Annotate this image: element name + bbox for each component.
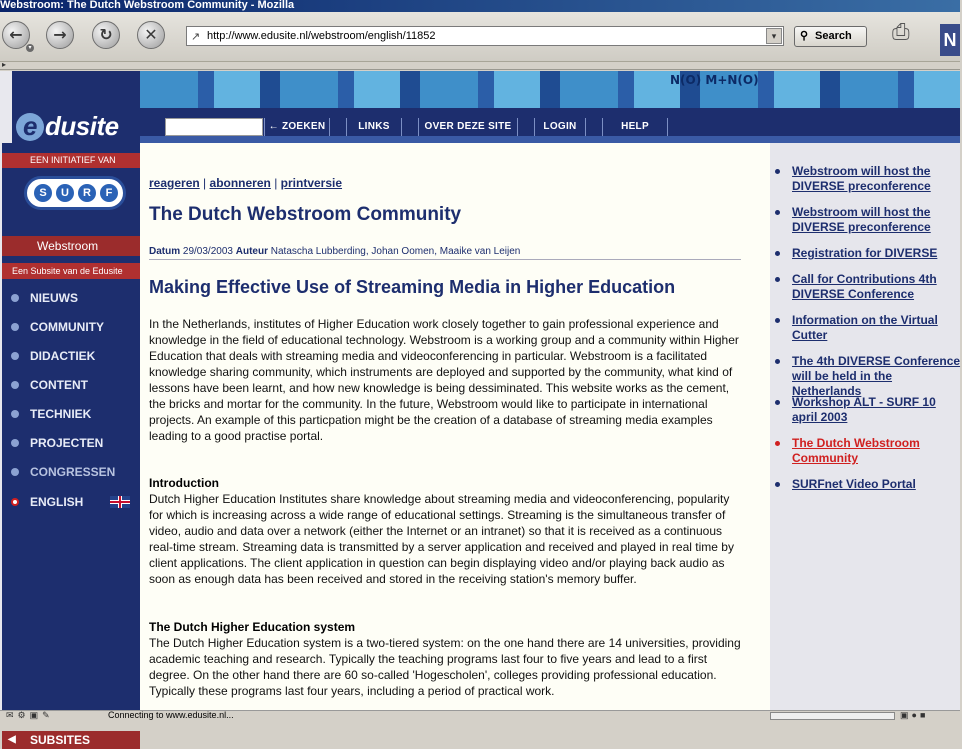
status-text: Connecting to www.edusite.nl...	[108, 710, 234, 720]
bullet-icon	[775, 277, 780, 282]
nav-label: PROJECTEN	[30, 436, 104, 450]
related-link[interactable]: SURFnet Video Portal	[792, 477, 916, 491]
window-title: Webstroom: The Dutch Webstroom Community - Mozilla	[0, 0, 960, 12]
intro-paragraph: In the Netherlands, institutes of Higher Education work closely together to gain professional experience and knowledge in the field of educational technology. Webstroom is a working group and a community within Higher Education that deals with streaming media and videoconferencing in particular. Webstroom is a facilitated knowledge sharing community, which instruments are deployed and supported by the community, what kind of lessons have been learnt, and how new knowledge is being dessiminated. This website works as the cement, the bricks and mortar for the community. In the future, Webstroom would like to participate in international projects. An example of this particpation might be the creation of a database of streaming media examples leading to a good practise portal.	[149, 317, 739, 443]
reageren-link[interactable]: reageren	[149, 176, 200, 190]
article-area	[140, 143, 770, 710]
uk-flag-icon	[110, 496, 130, 508]
nav-label: DIDACTIEK	[30, 349, 96, 363]
bullet-icon	[11, 410, 19, 418]
menu-over-deze-site[interactable]: OVER DEZE SITE	[418, 118, 518, 136]
banner-bottom-band	[140, 136, 960, 143]
search-button-label: Search	[815, 30, 852, 42]
strip-arrow-icon[interactable]: ▸	[2, 60, 7, 69]
bullet-icon	[11, 323, 19, 331]
active-bullet-icon	[11, 498, 19, 506]
throbber-icon: N	[940, 24, 960, 56]
section-higher-education	[149, 619, 744, 699]
abonneren-link[interactable]: abonneren	[209, 176, 271, 190]
left-navigation	[2, 143, 140, 747]
site-search-input[interactable]	[165, 118, 263, 136]
logo-e-mark: e	[16, 113, 44, 141]
forward-button[interactable]: →	[46, 21, 74, 49]
nav-label: CONTENT	[30, 378, 88, 392]
bullet-icon	[775, 318, 780, 323]
site-menubar	[140, 118, 960, 136]
surf-letter-u: U	[56, 184, 74, 202]
related-link[interactable]: Webstroom will host the DIVERSE preconference	[792, 205, 931, 234]
surf-letter-r: R	[78, 184, 96, 202]
menu-help[interactable]: HELP	[602, 118, 668, 136]
printversie-link[interactable]: printversie	[280, 176, 343, 190]
related-link-current[interactable]: The Dutch Webstroom Community	[792, 436, 920, 465]
status-bar	[0, 710, 960, 720]
section-introduction	[149, 475, 744, 587]
article-tools	[149, 176, 342, 190]
surf-letter-s: S	[34, 184, 52, 202]
url-text: http://www.edusite.nl/webstroom/english/11852	[207, 30, 436, 42]
bullet-icon	[775, 482, 780, 487]
bullet-icon	[11, 439, 19, 447]
related-link[interactable]: Registration for DIVERSE	[792, 246, 938, 260]
toolbar-strip	[0, 62, 960, 70]
nav-content[interactable]	[2, 374, 140, 396]
subsites-link[interactable]	[2, 731, 140, 749]
search-button[interactable]	[794, 26, 867, 47]
bullet-icon	[11, 468, 19, 476]
nav-nieuws[interactable]	[2, 287, 140, 309]
related-articles	[770, 143, 960, 710]
nav-congressen[interactable]	[2, 461, 140, 483]
date-label: Datum	[149, 246, 181, 257]
component-bar-icons[interactable]: ✉⚙▣✎	[6, 710, 54, 720]
bullet-icon	[11, 352, 19, 360]
initiatief-label: EEN INITIATIEF VAN	[2, 153, 140, 168]
nav-label: NIEUWS	[30, 291, 78, 305]
nav-projecten[interactable]	[2, 432, 140, 454]
page-title: The Dutch Webstroom Community	[149, 204, 462, 225]
related-link[interactable]: Call for Contributions 4th DIVERSE Conference	[792, 272, 937, 301]
active-bullet-icon	[775, 441, 780, 446]
banner-strip	[140, 108, 960, 118]
bullet-icon	[11, 294, 19, 302]
menu-zoeken[interactable]: ← ZOEKEN	[264, 118, 330, 136]
bullet-icon	[775, 359, 780, 364]
banner-caption: N(O) M+N(O)	[670, 73, 759, 87]
menu-login[interactable]: LOGIN	[534, 118, 586, 136]
surf-logo[interactable]	[24, 176, 126, 210]
navigation-toolbar	[0, 12, 960, 62]
nav-label: COMMUNITY	[30, 320, 104, 334]
section-heading: The Dutch Higher Education system	[149, 620, 356, 634]
menu-links[interactable]: LINKS	[346, 118, 402, 136]
related-link[interactable]: Webstroom will host the DIVERSE preconference	[792, 164, 931, 193]
back-dropdown-icon[interactable]: ▾	[26, 44, 34, 52]
subsites-label: SUBSITES	[30, 733, 91, 747]
related-link[interactable]: Workshop ALT - SURF 10 april 2003	[792, 395, 936, 424]
back-button[interactable]: ←	[2, 21, 30, 49]
bullet-icon	[775, 210, 780, 215]
tool-separator: |	[274, 176, 278, 190]
nav-didactiek[interactable]	[2, 345, 140, 367]
nav-english[interactable]	[2, 491, 140, 513]
page-icon: ↗	[191, 31, 201, 43]
url-dropdown-icon[interactable]: ▾	[766, 28, 782, 44]
nav-community[interactable]	[2, 316, 140, 338]
nav-techniek[interactable]	[2, 403, 140, 425]
nav-label: TECHNIEK	[30, 407, 92, 421]
tool-separator: |	[203, 176, 207, 190]
section-paragraph: Dutch Higher Education Institutes share knowledge about streaming media and videoconferencing, popularity for which is increasing across a wide range of educational settings. Streaming is the simultaneous transfer of video, audio and data over a network (either the Internet or an intranet) so that it is received as a continuous real-time stream. Streaming data is transmitted by a server application and received and played in real time by client applications. The client application in question can begin displaying video and/or playing back audio as soon as enough data has been received and stored in the receiving station's memory buffer.	[149, 492, 734, 586]
article-meta	[149, 246, 741, 260]
surf-letter-f: F	[100, 184, 118, 202]
reload-button[interactable]: ↻	[92, 21, 120, 49]
logo-text: dusite	[45, 111, 119, 141]
nav-label: CONGRESSEN	[30, 465, 116, 479]
subsite-note: Een Subsite van de Edusite	[2, 263, 140, 279]
related-link[interactable]: Information on the Virtual Cutter	[792, 313, 938, 342]
progress-bar	[770, 712, 895, 720]
date-value: 29/03/2003	[182, 246, 233, 257]
url-bar[interactable]	[186, 26, 784, 46]
print-icon[interactable]: ⎙	[892, 20, 910, 45]
section-heading: Introduction	[149, 476, 219, 490]
webstroom-home-link[interactable]: Webstroom	[2, 236, 140, 256]
header-banner-image	[140, 71, 960, 108]
article-title: Making Effective Use of Streaming Media in Higher Education	[149, 277, 676, 297]
bullet-icon	[775, 400, 780, 405]
edusite-logo[interactable]	[16, 111, 119, 142]
triangle-left-icon: ◀	[8, 734, 16, 745]
nav-label: ENGLISH	[30, 495, 84, 509]
bullet-icon	[775, 251, 780, 256]
bullet-icon	[11, 381, 19, 389]
search-icon: ⚲	[800, 30, 809, 42]
stop-button[interactable]: ✕	[137, 21, 165, 49]
author-label: Auteur	[235, 246, 268, 257]
author-value: Natascha Lubberding, Johan Oomen, Maaike van Leijen	[270, 246, 521, 257]
related-link[interactable]: The 4th DIVERSE Conference will be held in the Netherlands	[792, 354, 961, 398]
security-icons: ▣●■	[900, 710, 929, 720]
bullet-icon	[775, 169, 780, 174]
section-paragraph: The Dutch Higher Education system is a two-tiered system: on the one hand there are 14 universities, providing academic teaching and research. Typically the teaching programs last four to five years and lead to a first degree. On the other hand there are 60 so-called 'Hogescholen', colleges providing professional education. Typically these programs last four years, including a period of practical work.	[149, 636, 741, 698]
